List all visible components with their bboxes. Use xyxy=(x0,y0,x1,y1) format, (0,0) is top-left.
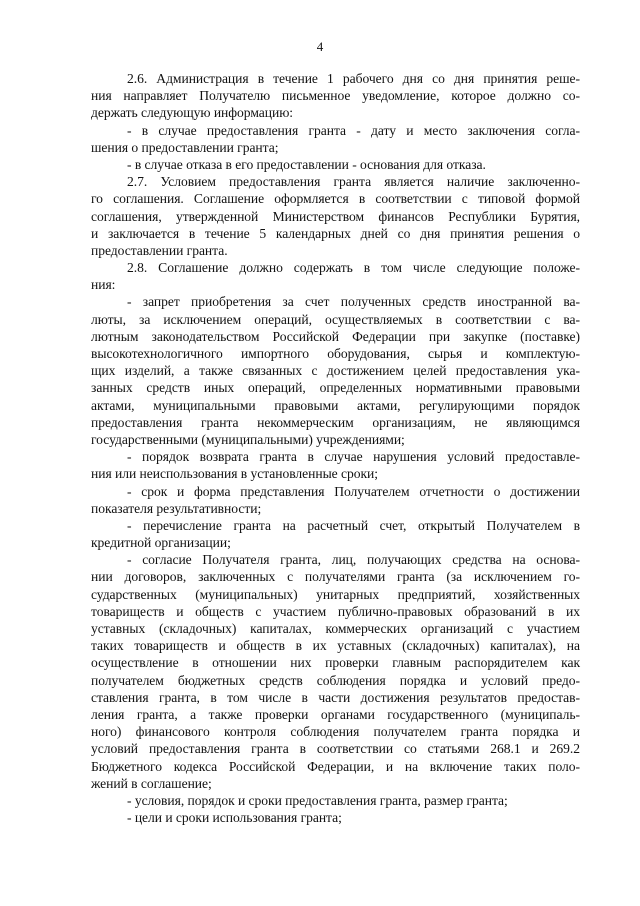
text-line: - цели и сроки использования гранта; xyxy=(127,810,342,826)
text-line: го соглашения. Соглашение оформляется в соответствии с типовой формой xyxy=(91,191,580,207)
text-line: актами, муниципальными правовыми актами, регулирующими порядок xyxy=(91,397,580,413)
text-line: сударственных (муниципальных) унитарных предприятий, хозяйственных xyxy=(91,586,580,602)
text-line: товариществ и обществ с участием публично-правовых образований в их xyxy=(91,603,580,619)
text-line: 2.6. Администрация в течение 1 рабочего дня со дня принятия реше- xyxy=(127,71,580,86)
text-line: 2.7. Условием предоставления гранта является наличие заключенно- xyxy=(127,174,580,190)
text-line: нии договоров, заключенных с получателями гранта (за исключением го- xyxy=(91,569,580,585)
text-line: люты, за исключением операций, осуществляемых в соответствии с ва- xyxy=(91,311,580,327)
text-line: Бюджетного кодекса Российской Федерации, и на включение таких поло- xyxy=(91,758,580,774)
text-line: шения о предоставлении гранта; xyxy=(91,139,279,155)
text-line: соглашения, утвержденной Министерством финансов Республики Бурятия, xyxy=(91,208,580,224)
text-line: ного) финансового контроля соблюдения получателем гранта порядка и xyxy=(91,724,580,740)
text-line: держать следующую информацию: xyxy=(91,105,294,121)
text-line: 2.8. Соглашение должно содержать в том числе следующие положе- xyxy=(127,260,580,276)
text-line: таких товариществ и обществ в их уставных (складочных) капиталах), на xyxy=(91,638,580,654)
text-line: - порядок возврата гранта в случае нарушения условий предоставле- xyxy=(127,449,580,465)
text-line: получателем бюджетных средств соблюдения порядка и условий предо- xyxy=(91,672,580,688)
text-line: ставления гранта, в том числе в части достижения результатов предостав- xyxy=(91,689,580,705)
text-line: показателя результативности; xyxy=(91,500,262,516)
text-line: занных средств иных операций, определенных нормативными правовыми xyxy=(91,380,580,396)
document-body xyxy=(91,70,580,826)
text-line: щих изделий, а также связанных с достижением целей предоставления ука- xyxy=(91,363,580,379)
text-line: предоставлении гранта. xyxy=(91,242,228,258)
text-line: - срок и форма представления Получателем отчетности о достижении xyxy=(127,483,580,499)
text-line: высокотехнологичного импортного оборудования, сырья и комплектую- xyxy=(91,346,580,361)
text-line: условий предоставления гранта в соответствии со статьями 268.1 и 269.2 xyxy=(91,741,580,757)
text-line: - перечисление гранта на расчетный счет, открытый Получателем в xyxy=(127,517,580,533)
text-line: - условия, порядок и сроки предоставления гранта, размер гранта; xyxy=(127,792,508,808)
text-line: лютным законодательством Российской Федерации при закупке (поставке) xyxy=(91,328,580,344)
text-line: - запрет приобретения за счет полученных средств иностранной ва- xyxy=(127,294,580,310)
text-line: ния: xyxy=(91,277,116,293)
text-line: - в случае предоставления гранта - дату и место заключения согла- xyxy=(127,122,580,138)
text-line: осуществление в отношении них проверки главным распорядителем как xyxy=(91,655,580,671)
page-number: 4 xyxy=(316,39,324,54)
text-line: и заключается в течение 5 календарных дней со дня принятия решения о xyxy=(91,225,580,241)
text-line: жений в соглашение; xyxy=(91,775,212,791)
text-line: ления гранта, а также проверки органами государственного (муниципаль- xyxy=(91,706,580,722)
text-line: уставных (складочных) капиталах, коммерческих организаций с участием xyxy=(91,621,580,636)
text-line: - в случае отказа в его предоставлении - основания для отказа. xyxy=(127,156,486,172)
text-line: ния направляет Получателю письменное уведомление, которое должно со- xyxy=(91,88,580,104)
text-line: государственными (муниципальными) учреждениями; xyxy=(91,431,405,447)
text-line: ния или неиспользования в установленные сроки; xyxy=(91,466,378,482)
text-line: кредитной организации; xyxy=(91,535,231,551)
text-line: - согласие Получателя гранта, лиц, получающих средства на основа- xyxy=(127,552,580,568)
text-line: предоставления гранта некоммерческим организациям, не являющимся xyxy=(91,414,580,430)
